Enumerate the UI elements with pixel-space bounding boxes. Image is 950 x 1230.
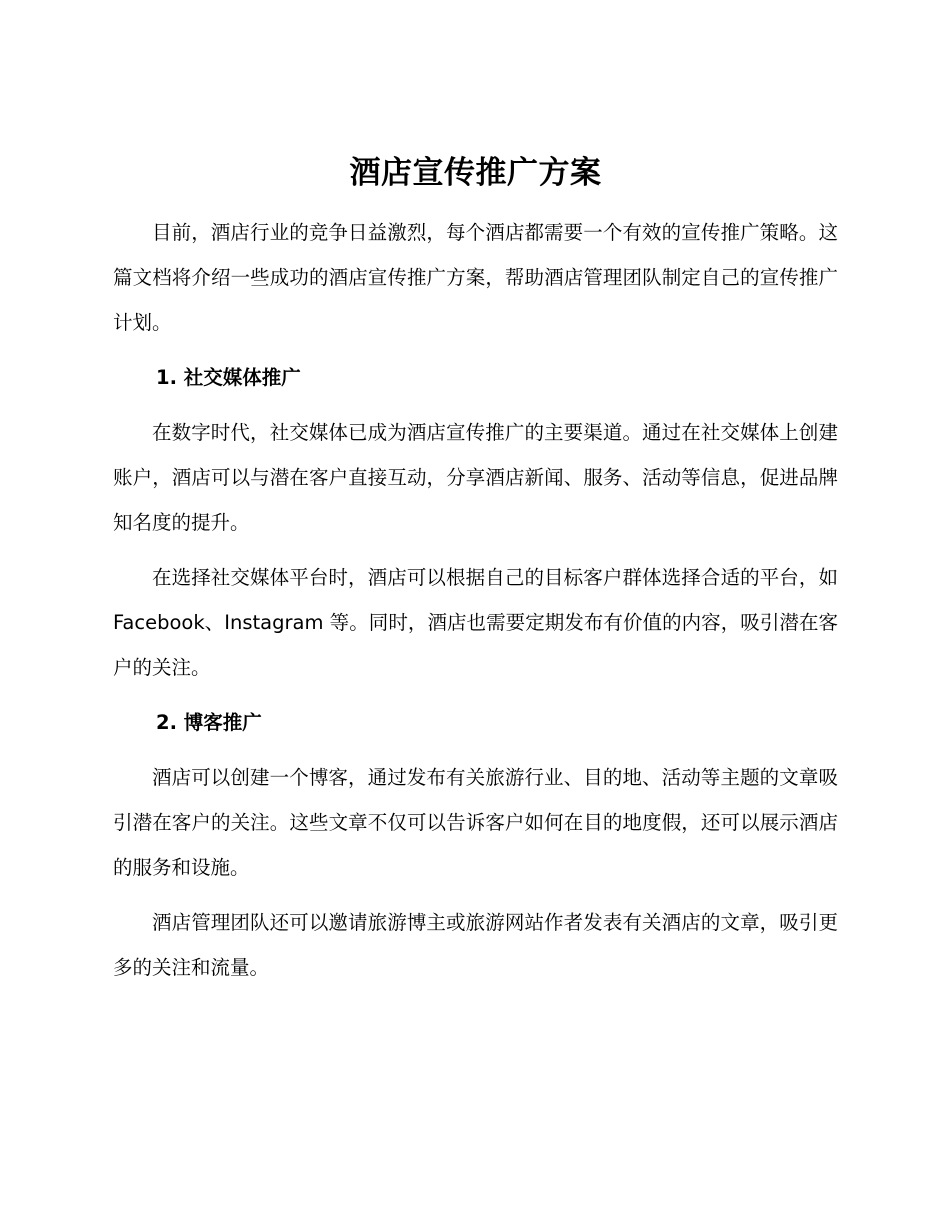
document-body [113,148,838,1000]
blog-paragraph-2: 酒店管理团队还可以邀请旅游博主或旅游网站作者发表有关酒店的文章，吸引更多的关注和流量。 [113,911,838,979]
document-title: 酒店宣传推广方案 [349,155,602,191]
social-media-paragraph-1: 在数字时代，社交媒体已成为酒店宣传推广的主要渠道。通过在社交媒体上创建账户，酒店可以与潜在客户直接互动，分享酒店新闻、服务、活动等信息，促进品牌知名度的提升。 [113,421,838,534]
intro-paragraph: 目前，酒店行业的竞争日益激烈，每个酒店都需要一个有效的宣传推广策略。这篇文档将介绍一些成功的酒店宣传推广方案，帮助酒店管理团队制定自己的宣传推广计划。 [113,221,838,334]
blog-paragraph-1: 酒店可以创建一个博客，通过发布有关旅游行业、目的地、活动等主题的文章吸引潜在客户的关注。这些文章不仅可以告诉客户如何在目的地度假，还可以展示酒店的服务和设施。 [113,766,838,879]
section-heading-social-media: 1. 社交媒体推广 [156,366,301,389]
social-media-paragraph-2: 在选择社交媒体平台时，酒店可以根据自己的目标客户群体选择合适的平台，如 Facebook、Instagram 等。同时，酒店也需要定期发布有价值的内容，吸引潜在客户的关注。 [113,566,838,679]
section-heading-blog: 2. 博客推广 [156,711,262,734]
